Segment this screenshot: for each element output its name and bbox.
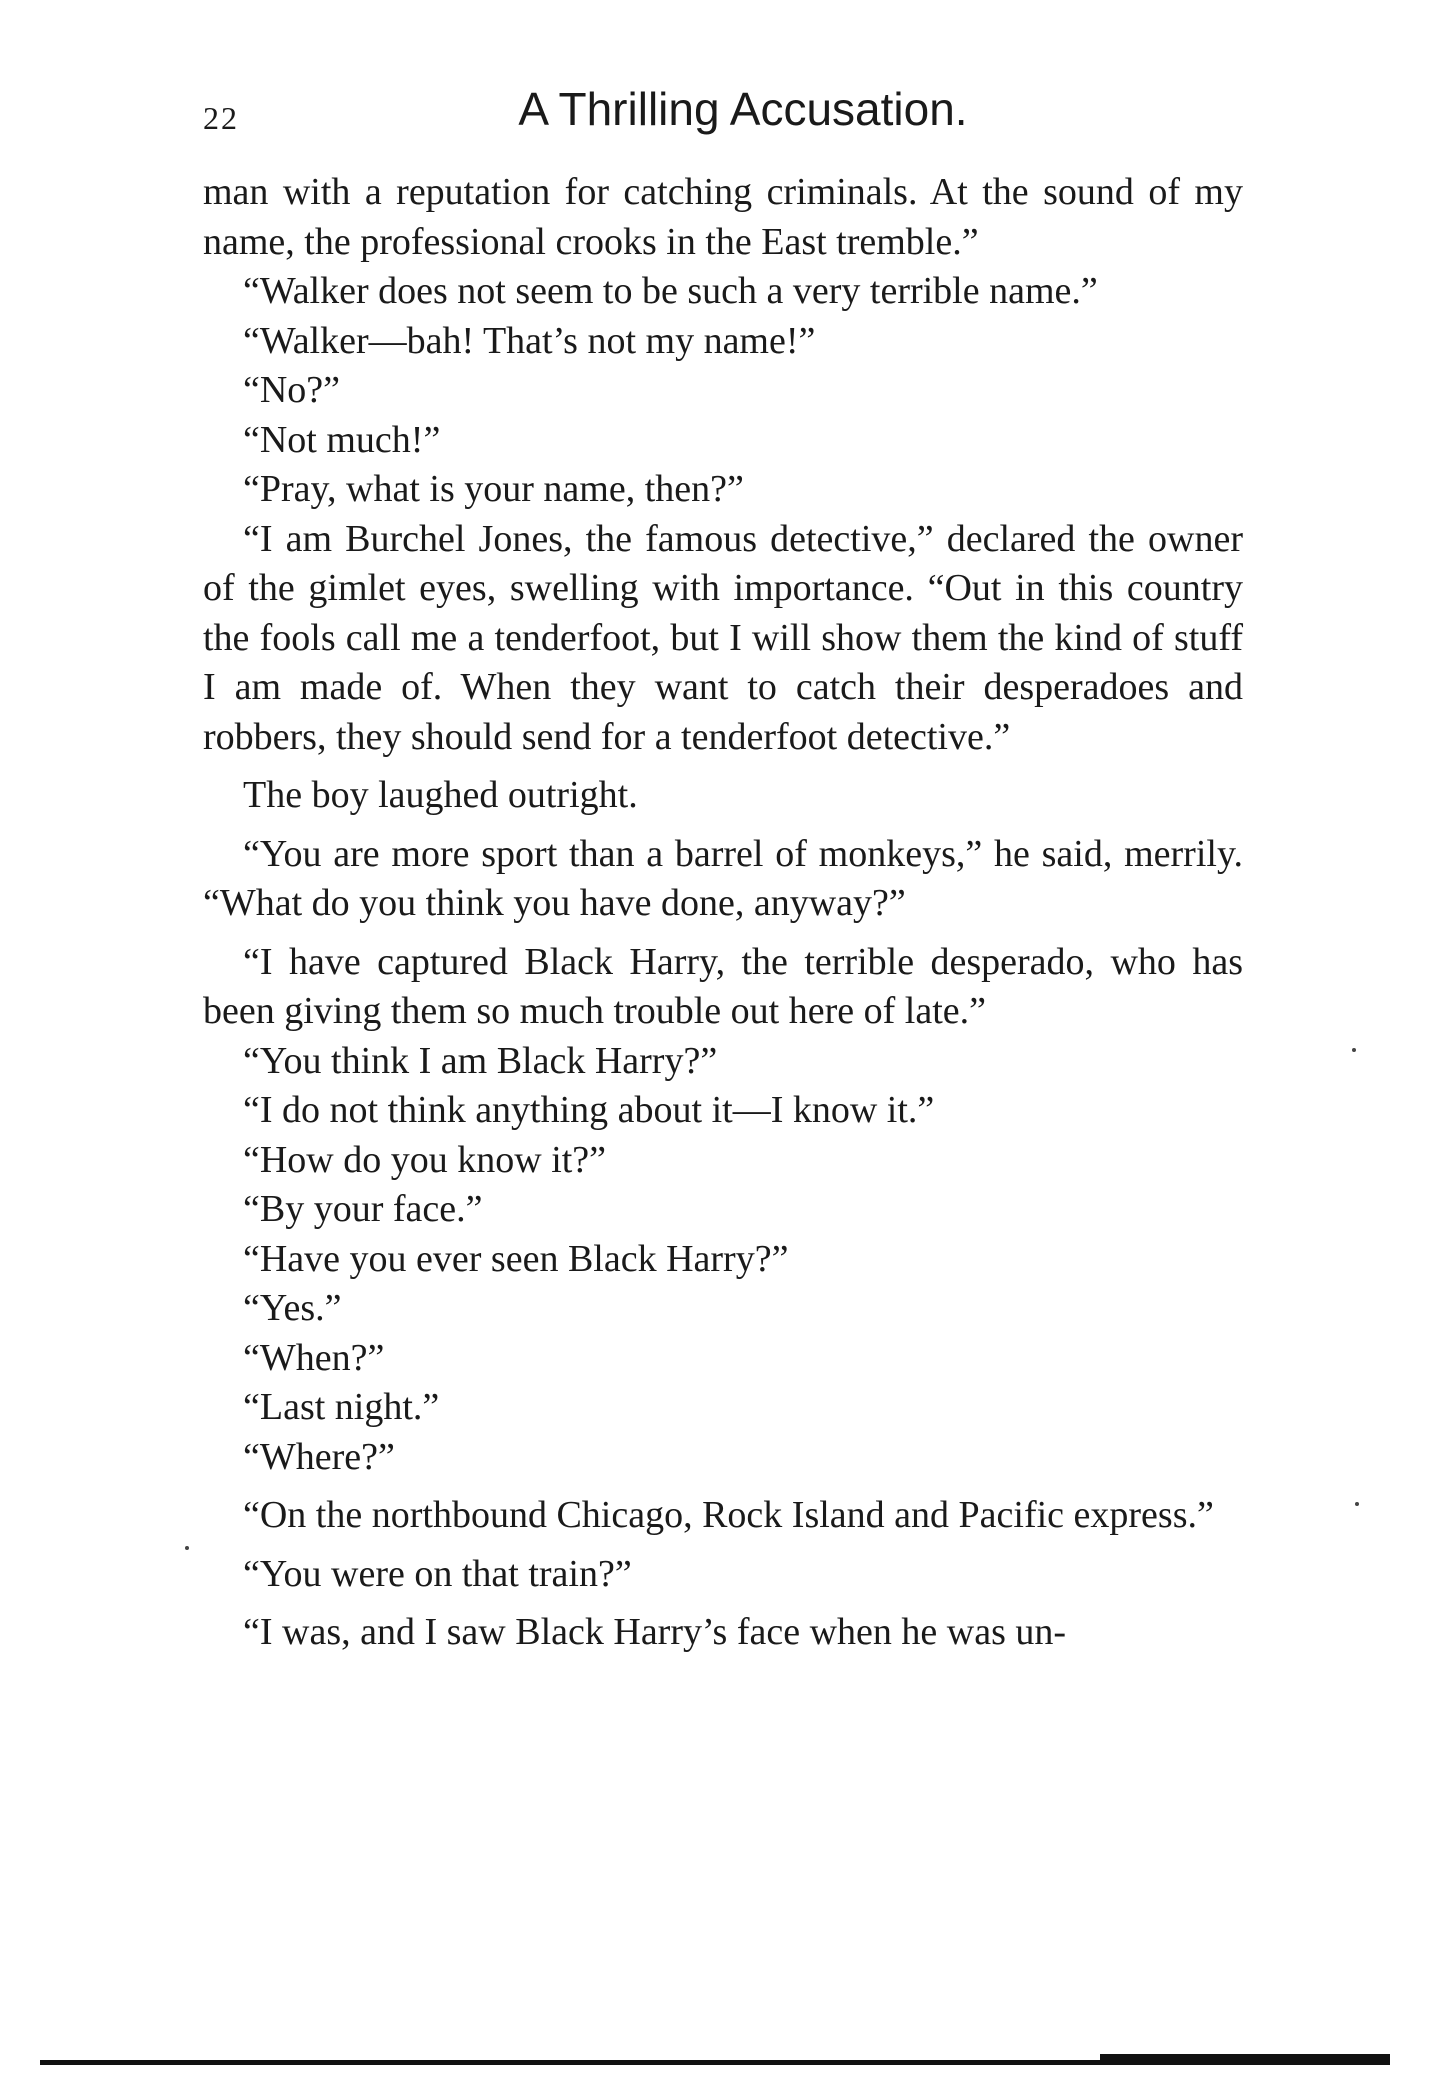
paragraph: “I do not think anything about it—I know it.” [243,1089,935,1131]
paragraph: “Not much!” [243,418,441,461]
paragraph: “You were on that train?” [243,1552,632,1595]
paragraph: “Walker—bah! That’s not my name!” [243,319,816,362]
paragraph: “Walker does not seem to be such a very terrible name.” [243,270,1098,312]
paragraph: “When?” [243,1336,385,1379]
running-title: A Thrilling Accusation. [518,83,968,135]
ink-speck [185,1546,189,1550]
paragraph: “Have you ever seen Black Harry?” [243,1237,789,1280]
paragraph: “You think I am Black Harry?” [243,1039,718,1082]
paragraph: The boy laughed outright. [243,774,638,816]
bottom-rule-heavy [1100,2054,1390,2065]
page-body [203,168,1243,1658]
paragraph: man with a reputation for catching criminals. At the sound of my name, the professional crooks in the East tremble.” [203,171,1243,263]
paragraph: “You are more sport than a barrel of monkeys,” he said, merrily. “What do you think you have done, anyway?” [203,832,1243,924]
paragraph: “Where?” [243,1435,395,1478]
paragraph: “I have captured Black Harry, the terrible desperado, who has been giving them so much trouble out here of late.” [203,940,1243,1032]
paragraph: “I was, and I saw Black Harry’s face when he was un- [243,1611,1067,1653]
ink-speck [1355,1502,1359,1506]
ink-speck [1352,1048,1356,1052]
paragraph: “I am Burchel Jones, the famous detective,” declared the owner of the gimlet eyes, swelling with importance. “Out in this country the fools call me a tenderfoot, but I will show them the kind of stuff I am made of. When they want to catch their desperadoes and robbers, they should send for a tenderfoot detective.” [203,517,1243,758]
page-number: 22 [203,100,239,136]
paragraph: “On the northbound Chicago, Rock Island and Pacific express.” [243,1494,1214,1536]
paragraph: “No?” [243,369,341,411]
paragraph: “Pray, what is your name, then?” [243,468,744,510]
page-header [203,82,1243,152]
paragraph: “Last night.” [243,1386,440,1428]
paragraph: “By your face.” [243,1188,483,1230]
paragraph: “How do you know it?” [243,1138,607,1181]
paragraph: “Yes.” [243,1287,342,1329]
